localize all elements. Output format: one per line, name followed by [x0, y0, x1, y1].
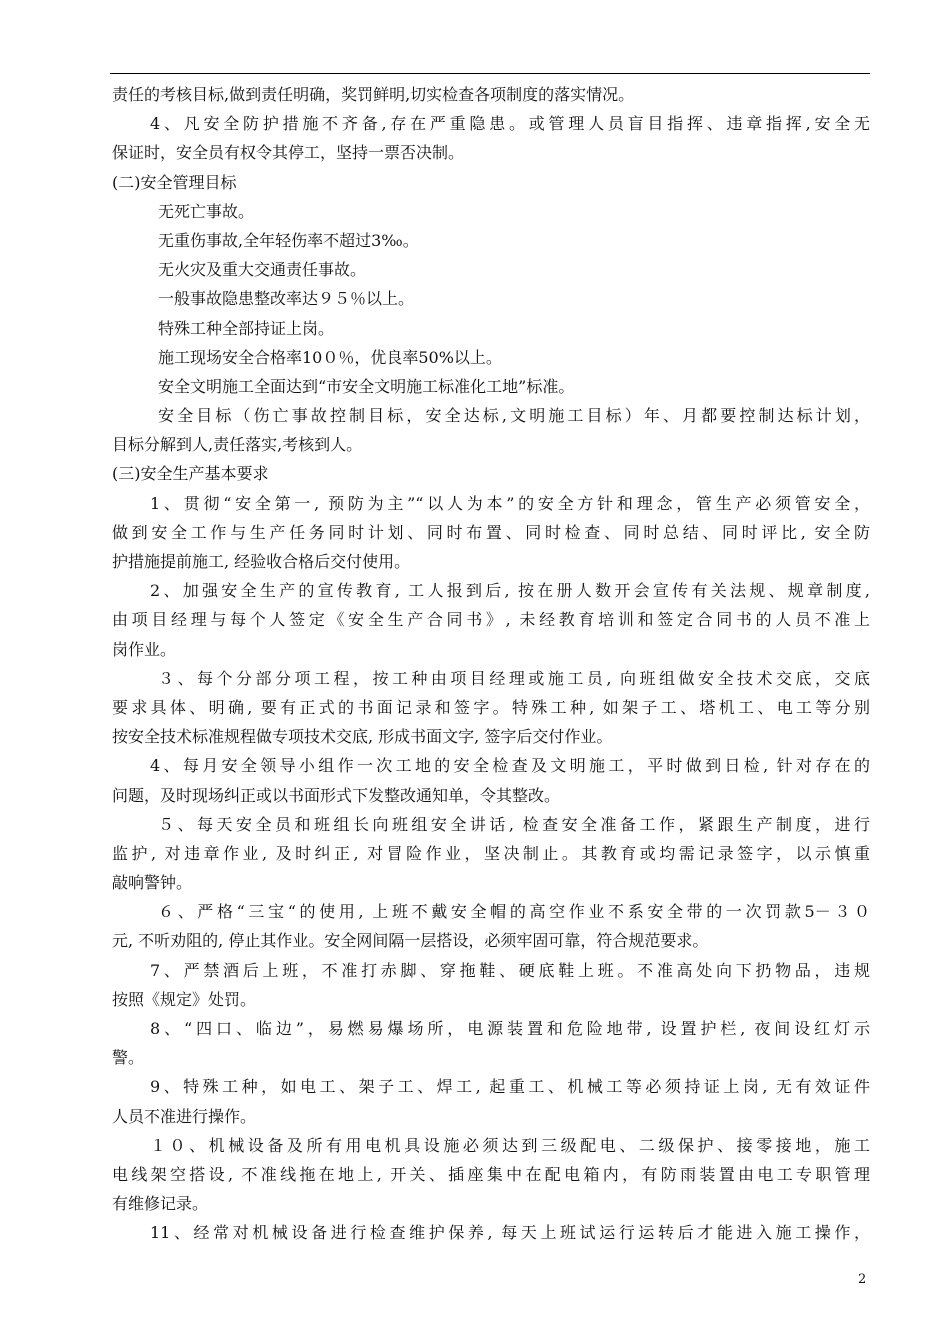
text-line: 7、严禁酒后上班，不准打赤脚、穿拖鞋、硬底鞋上班。不准高处向下扔物品，违规	[150, 960, 870, 980]
text-line: 特殊工种全部持证上岗。	[158, 318, 335, 338]
text-line: 8、“四口、临边”，易燃易爆场所，电源装置和危险地带, 设置护栏, 夜间设红灯示	[150, 1019, 870, 1038]
text-line: ６、严格“三宝“的使用, 上班不戴安全帽的高空作业不系安全带的一次罚款5－３０	[158, 902, 870, 922]
document-body	[112, 80, 870, 1248]
text-line: 9、特殊工种，如电工、架子工、焊工, 起重工、机械工等必须持证上岗, 无有效证件	[150, 1077, 870, 1097]
text-line: 警。	[112, 1048, 145, 1068]
text-line: ５、每天安全员和班组长向班组安全讲话, 检查安全准备工作，紧跟生产制度，进行	[158, 814, 870, 834]
text-line: 按照《规定》处罚。	[112, 989, 257, 1009]
text-line: 安全目标（伤亡事故控制目标，安全达标,文明施工目标）年、月都要控制达标计划，	[158, 406, 870, 426]
text-line: 保证时，安全员有权令其停工，坚持一票否决制。	[112, 143, 465, 163]
text-line: 人员不准进行操作。	[112, 1106, 257, 1126]
text-line: 要求具体、明确, 要有正式的书面记录和签字。特殊工种, 如架子工、塔机工、电工等分别	[112, 697, 870, 717]
text-line: 监护, 对违章作业, 及时纠正, 对冒险作业，坚决制止。其教育或均需记录签字，以示慎重	[112, 843, 870, 863]
text-line: 一般事故隐患整改率达９５％以上。	[158, 289, 415, 309]
text-line: 无重伤事故,全年轻伤率不超过3‰。	[158, 230, 419, 250]
text-line: 护措施提前施工, 经验收合格后交付使用。	[112, 552, 411, 571]
text-line: 1、贯彻“安全第一, 预防为主”“以人为本”的安全方针和理念，管生产必须管安全，	[150, 493, 870, 513]
text-line: 有维修记录。	[112, 1194, 209, 1214]
page-number: 2	[858, 1272, 867, 1287]
text-line: 元, 不听劝阻的, 停止其作业。安全网间隔一层搭设，必须牢固可靠，符合规范要求。	[112, 931, 709, 951]
header-rule	[110, 73, 870, 74]
text-line: 由项目经理与每个人签定《安全生产合同书》, 未经教育培训和签定合同书的人员不准上	[112, 610, 870, 630]
text-line: 无死亡事故。	[158, 201, 255, 221]
text-line: 2、加强安全生产的宣传教育, 工人报到后, 按在册人数开会宣传有关法规、规章制度,	[150, 581, 870, 601]
text-line: 做到安全工作与生产任务同时计划、同时布置、同时检查、同时总结、同时评比, 安全防	[112, 522, 870, 542]
text-line: 岗作业。	[112, 639, 177, 659]
text-line: 11、经常对机械设备进行检查维护保养, 每天上班试运行运转后才能进入施工操作，	[150, 1223, 870, 1243]
text-line: (二)安全管理目标	[112, 172, 237, 192]
text-line: 目标分解到人,责任落实,考核到人。	[112, 435, 363, 455]
text-line: ３、每个分部分项工程，按工种由项目经理或施工员, 向班组做安全技术交底，交底	[158, 668, 870, 688]
text-line: 按安全技术标准规程做专项技术交底, 形成书面文字, 签字后交付作业。	[112, 727, 613, 747]
text-line: 4、每月安全领导小组作一次工地的安全检查及文明施工，平时做到日检, 针对存在的	[150, 756, 870, 776]
text-line: 无火灾及重大交通责任事故。	[158, 260, 367, 280]
text-line: １０、机械设备及所有用电机具设施必须达到三级配电、二级保护、接零接地，施工	[150, 1135, 870, 1155]
text-line: (三)安全生产基本要求	[112, 464, 269, 484]
text-line: 4、凡安全防护措施不齐备,存在严重隐患。或管理人员盲目指挥、违章指挥,安全无	[150, 114, 870, 134]
text-line: 问题，及时现场纠正或以书面形式下发整改通知单，令其整改。	[112, 785, 561, 805]
text-line: 电线架空搭设, 不准线拖在地上, 开关、插座集中在配电箱内，有防雨装置由电工专职管理	[112, 1164, 870, 1184]
text-line: 责任的考核目标,做到责任明确，奖罚鲜明,切实检查各项制度的落实情况。	[112, 85, 635, 104]
text-line: 施工现场安全合格率10０％，优良率50%以上。	[158, 347, 502, 367]
text-line: 安全文明施工全面达到“市安全文明施工标准化工地”标准。	[158, 376, 575, 396]
text-line: 敲响警钟。	[112, 873, 193, 893]
